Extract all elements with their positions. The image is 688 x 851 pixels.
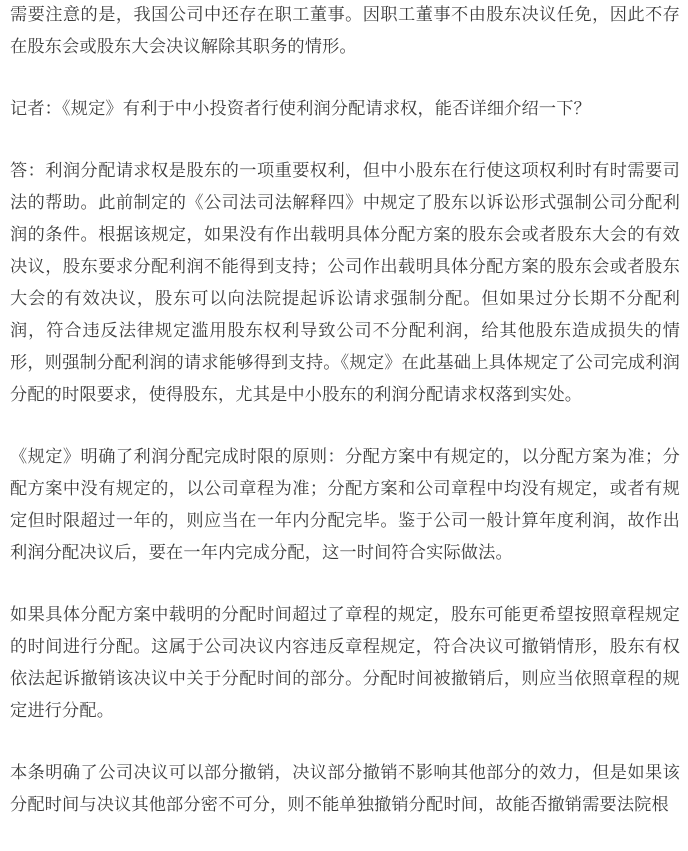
- paragraph-revocation: 如果具体分配方案中载明的分配时间超过了章程的规定，股东可能更希望按照章程规定的时间进行分配。这属于公司决议内容违反章程规定，符合决议可撤销情形，股东有权依法起诉撤销该决议中关于分配时间的部分。分配时间被撤销后，则应当依照章程的规定进行分配。: [10, 605, 680, 721]
- paragraph-reporter-question: 记者：《规定》有利于中小投资者行使利润分配请求权，能否详细介绍一下？: [10, 99, 591, 119]
- paragraph-partial-revocation: 本条明确了公司决议可以部分撤销，决议部分撤销不影响其他部分的效力，但是如果该分配时间与决议其他部分密不可分，则不能单独撤销分配时间，故能否撤销需要法院根: [10, 763, 680, 815]
- paragraph-employee-director: 需要注意的是，我国公司中还存在职工董事。因职工董事不由股东决议任免，因此不存在股东会或股东大会决议解除其职务的情形。: [10, 5, 680, 57]
- paragraph-time-limit: 《规定》明确了利润分配完成时限的原则：分配方案中有规定的，以分配方案为准；分配方案中没有规定的，以公司章程为准；分配方案和公司章程中均没有规定，或者有规定但时限超过一年的，则应当在一年内分配完毕。鉴于公司一般计算年度利润，故作出利润分配决议后，要在一年内完成分配，这一时间符合实际做法。: [10, 447, 680, 563]
- paragraph-answer: 答：利润分配请求权是股东的一项重要权利，但中小股东在行使这项权利时有时需要司法的帮助。此前制定的《公司法司法解释四》中规定了股东以诉讼形式强制公司分配利润的条件。根据该规定，如果没有作出载明具体分配方案的股东会或者股东大会的有效决议，股东要求分配利润不能得到支持；公司作出载明具体分配方案的股东会或者股东大会的有效决议，股东可以向法院提起诉讼请求强制分配。但如果过分长期不分配利润，符合违反法律规定滥用股东权利导致公司不分配利润，给其他股东造成损失的情形，则强制分配利润的请求能够得到支持。《规定》在此基础上具体规定了公司完成利润分配的时限要求，使得股东，尤其是中小股东的利润分配请求权落到实处。: [10, 161, 680, 405]
- article-body: [10, 0, 680, 851]
